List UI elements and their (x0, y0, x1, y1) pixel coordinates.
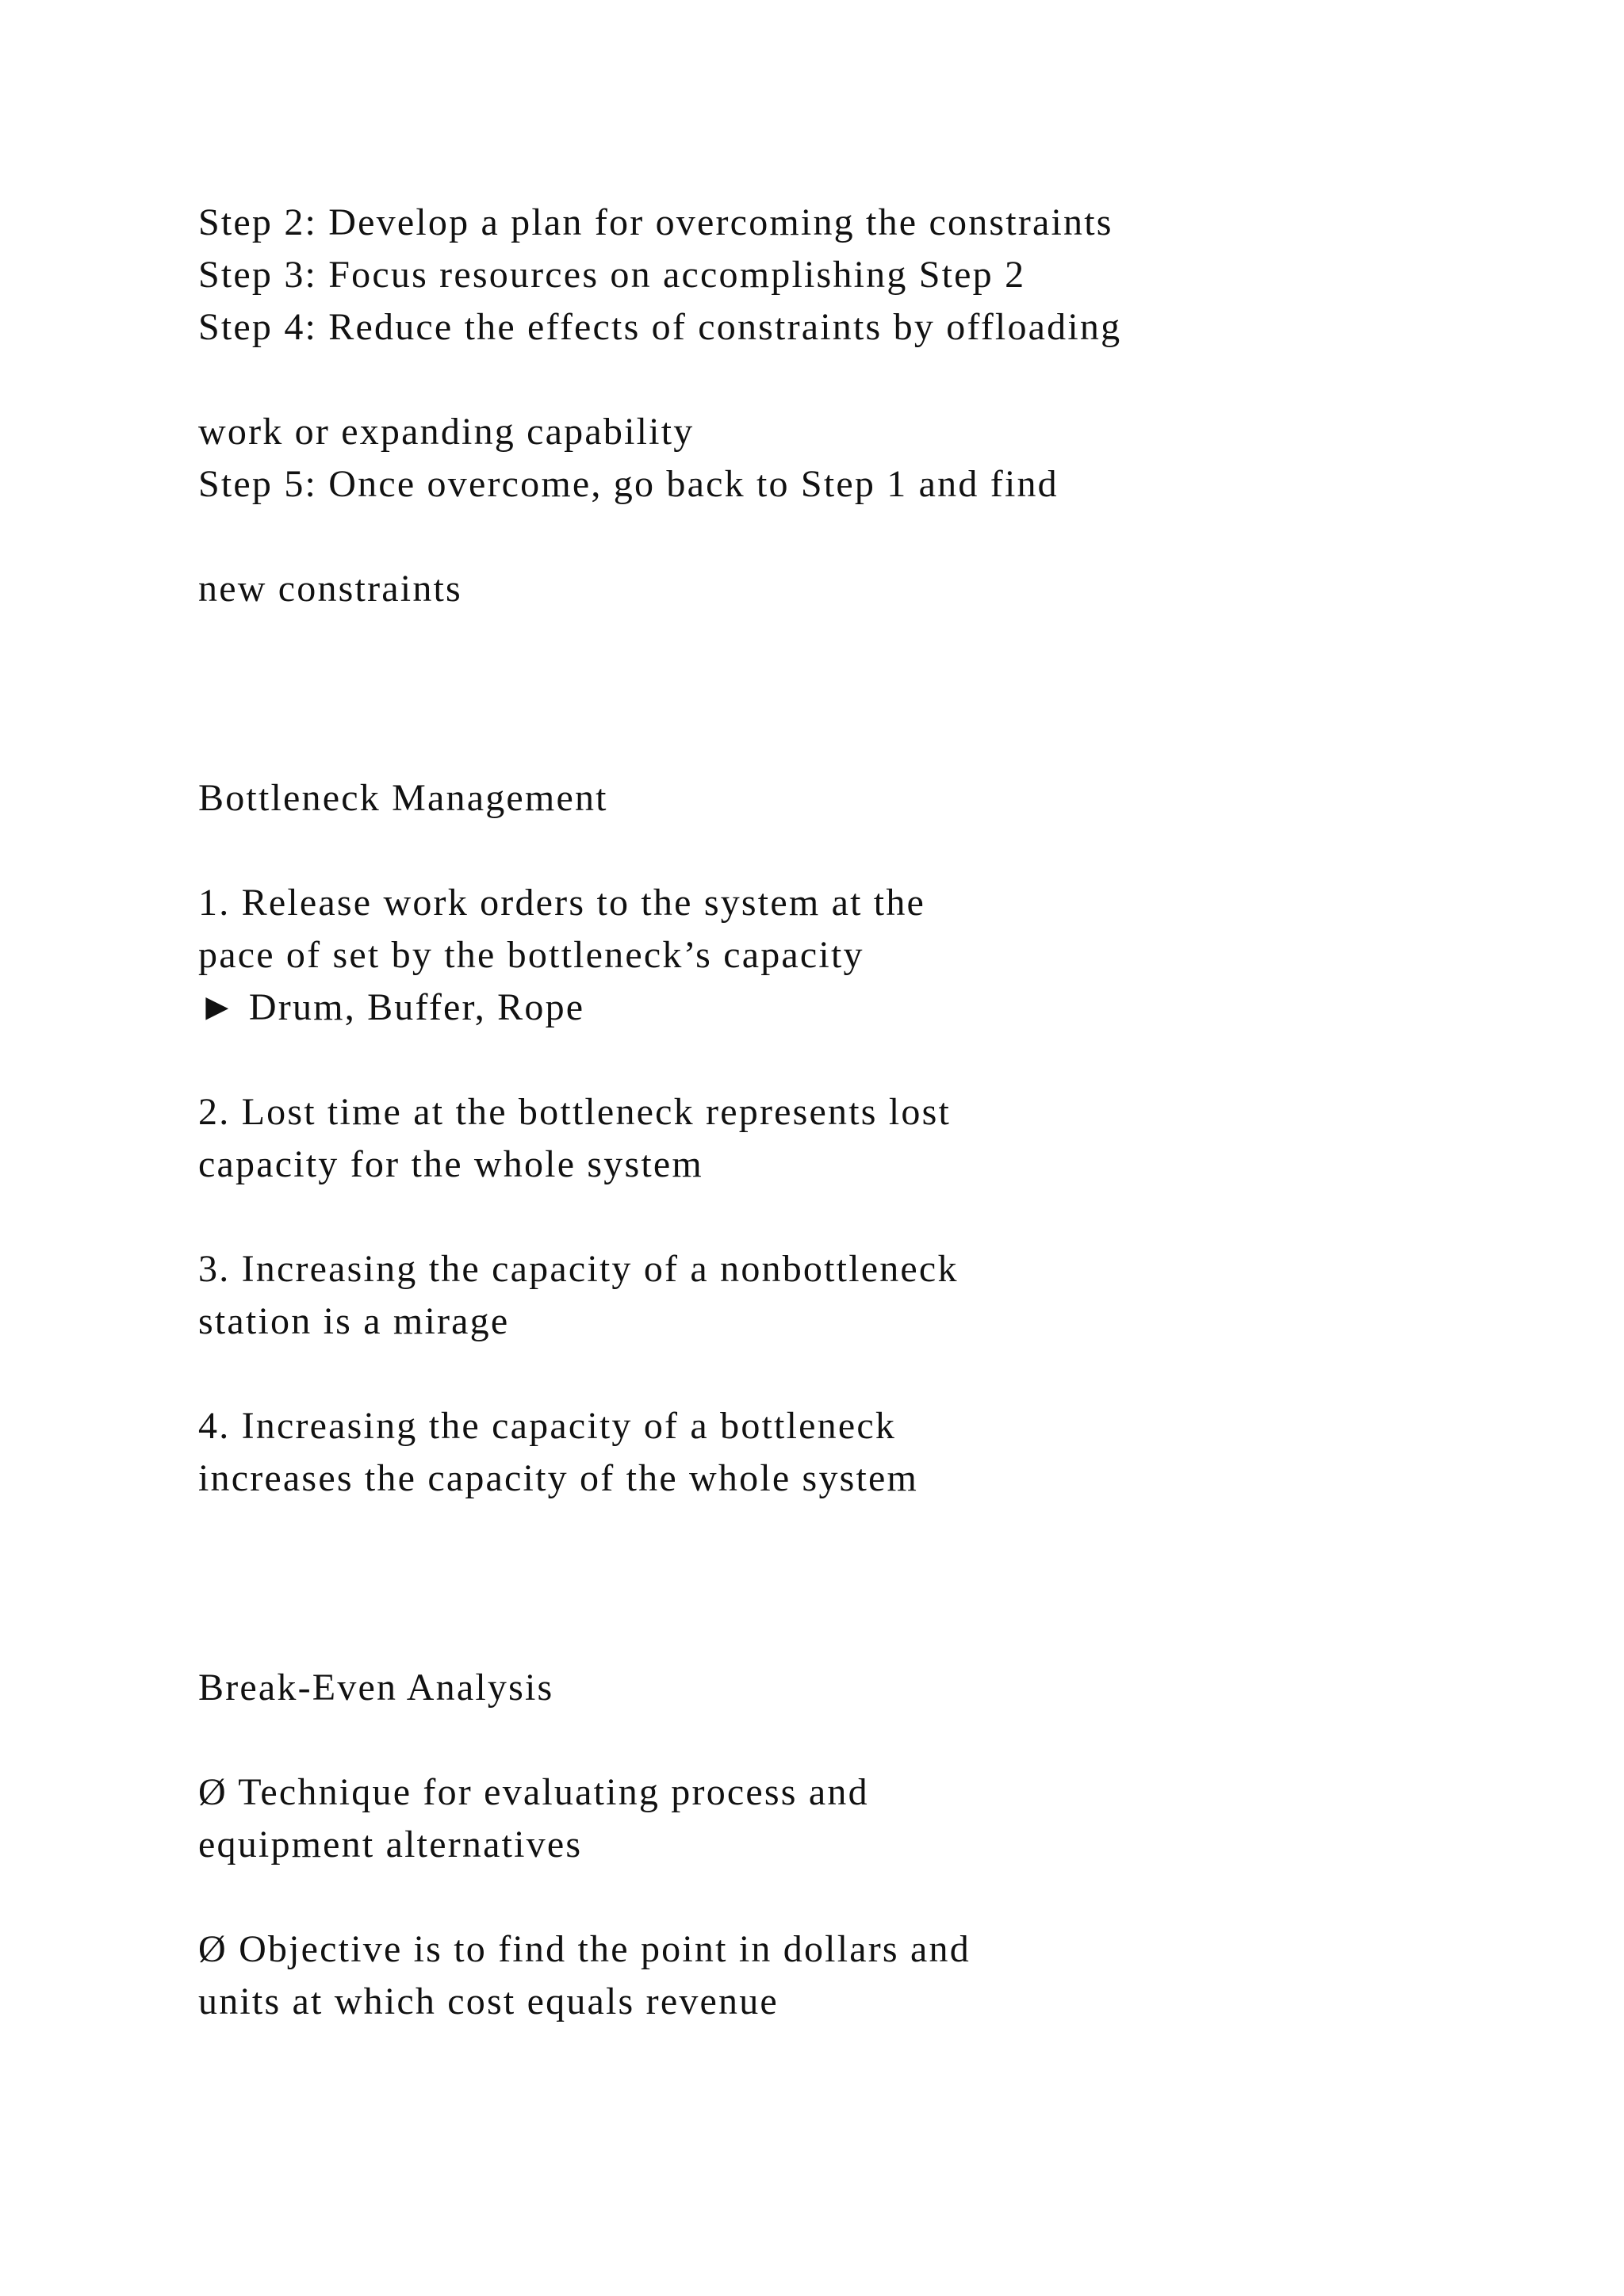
bottleneck-item-1-continuation: pace of set by the bottleneck’s capacity (198, 934, 864, 976)
bottleneck-item-3: 3. Increasing the capacity of a nonbottleneck (198, 1248, 959, 1290)
bottleneck-item-2-continuation: capacity for the whole system (198, 1143, 703, 1185)
step-4-continuation: work or expanding capability (198, 411, 695, 453)
breakeven-bullet-1: Ø Technique for evaluating process and (198, 1771, 869, 1813)
breakeven-bullet-2: Ø Objective is to find the point in dollars and (198, 1928, 971, 1970)
bottleneck-heading: Bottleneck Management (198, 777, 608, 819)
step-4-text: Step 4: Reduce the effects of constraints by offloading (198, 306, 1122, 348)
step-5-continuation: new constraints (198, 568, 462, 610)
bottleneck-item-4-continuation: increases the capacity of the whole system (198, 1457, 919, 1499)
bottleneck-item-1: 1. Release work orders to the system at the (198, 882, 926, 924)
breakeven-bullet-2-continuation: units at which cost equals revenue (198, 1980, 779, 2022)
bottleneck-item-3-continuation: station is a mirage (198, 1300, 510, 1342)
breakeven-heading: Break-Even Analysis (198, 1667, 554, 1709)
step-5-text: Step 5: Once overcome, go back to Step 1 and find (198, 463, 1059, 505)
bottleneck-item-1-subpoint: ► Drum, Buffer, Rope (198, 986, 585, 1028)
bottleneck-item-2: 2. Lost time at the bottleneck represents lost (198, 1091, 951, 1133)
bottleneck-item-4: 4. Increasing the capacity of a bottleneck (198, 1405, 897, 1447)
breakeven-bullet-1-continuation: equipment alternatives (198, 1823, 583, 1866)
step-3-text: Step 3: Focus resources on accomplishing Step 2 (198, 254, 1026, 296)
step-2-text: Step 2: Develop a plan for overcoming the constraints (198, 201, 1113, 243)
